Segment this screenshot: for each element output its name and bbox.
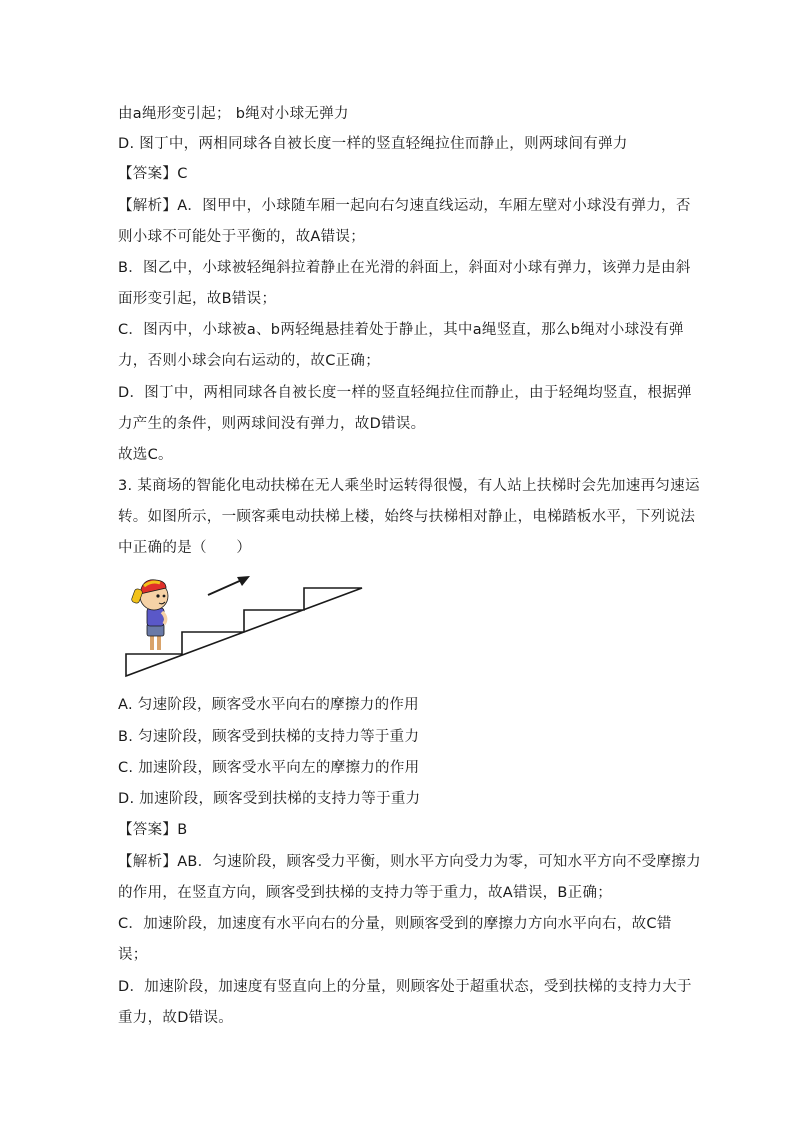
text-line: D．加速阶段，加速度有竖直向上的分量，则顾客处于超重状态，受到扶梯的支持力大于	[118, 979, 692, 995]
boy-illustration	[131, 580, 168, 650]
answer-line: 【答案】B	[118, 822, 188, 838]
text-line: 力，否则小球会向右运动的，故C正确；	[118, 353, 381, 369]
option-c: C. 加速阶段，顾客受水平向左的摩擦力的作用	[118, 760, 420, 776]
motion-arrow	[208, 576, 250, 595]
text-line: 由a绳形变引起； b绳对小球无弹力	[118, 106, 349, 122]
analysis-line: 【解析】A．图甲中，小球随车厢一起向右匀速直线运动，车厢左壁对小球没有弹力，否	[118, 198, 691, 214]
text-line: 力产生的条件，则两球间没有弹力，故D错误。	[118, 416, 426, 432]
text-line: B．图乙中，小球被轻绳斜拉着静止在光滑的斜面上，斜面对小球有弹力，该弹力是由斜	[118, 260, 691, 276]
analysis-line: 【解析】AB．匀速阶段，顾客受力平衡，则水平方向受力为零，可知水平方向不受摩擦力	[118, 854, 701, 870]
text-line: C．加速阶段，加速度有水平向右的分量，则顾客受到的摩擦力方向水平向右，故C错	[118, 916, 672, 932]
text-line: 面形变引起，故B错误；	[118, 291, 277, 307]
escalator-figure	[120, 572, 370, 682]
text-line: 则小球不可能处于平衡的，故A错误；	[118, 229, 366, 245]
question-3-stem: 中正确的是（ ）	[118, 540, 252, 556]
text-line: 重力，故D错误。	[118, 1010, 234, 1026]
option-a: A. 匀速阶段，顾客受水平向右的摩擦力的作用	[118, 697, 419, 713]
option-b: B. 匀速阶段，顾客受到扶梯的支持力等于重力	[118, 729, 420, 745]
text-line: 的作用，在竖直方向，顾客受到扶梯的支持力等于重力，故A错误，B正确；	[118, 885, 613, 901]
option-d-previous: D. 图丁中，两相同球各自被长度一样的竖直轻绳拉住而静止，则两球间有弹力	[118, 136, 628, 152]
text-line: D．图丁中，两相同球各自被长度一样的竖直轻绳拉住而静止，由于轻绳均竖直，根据弹	[118, 385, 692, 401]
text-line: 故选C。	[118, 447, 173, 463]
option-d: D. 加速阶段，顾客受到扶梯的支持力等于重力	[118, 791, 421, 807]
question-3-stem: 3. 某商场的智能化电动扶梯在无人乘坐时运转得很慢，有人站上扶梯时会先加速再匀速运	[118, 478, 700, 494]
text-line: 误；	[118, 947, 148, 963]
question-3-stem: 转。如图所示，一顾客乘电动扶梯上楼，始终与扶梯相对静止，电梯踏板水平，下列说法	[118, 509, 696, 525]
answer-line: 【答案】C	[118, 166, 188, 182]
text-line: C．图丙中，小球被a、b两轻绳悬挂着处于静止，其中a绳竖直，那么b绳对小球没有弹	[118, 322, 684, 338]
